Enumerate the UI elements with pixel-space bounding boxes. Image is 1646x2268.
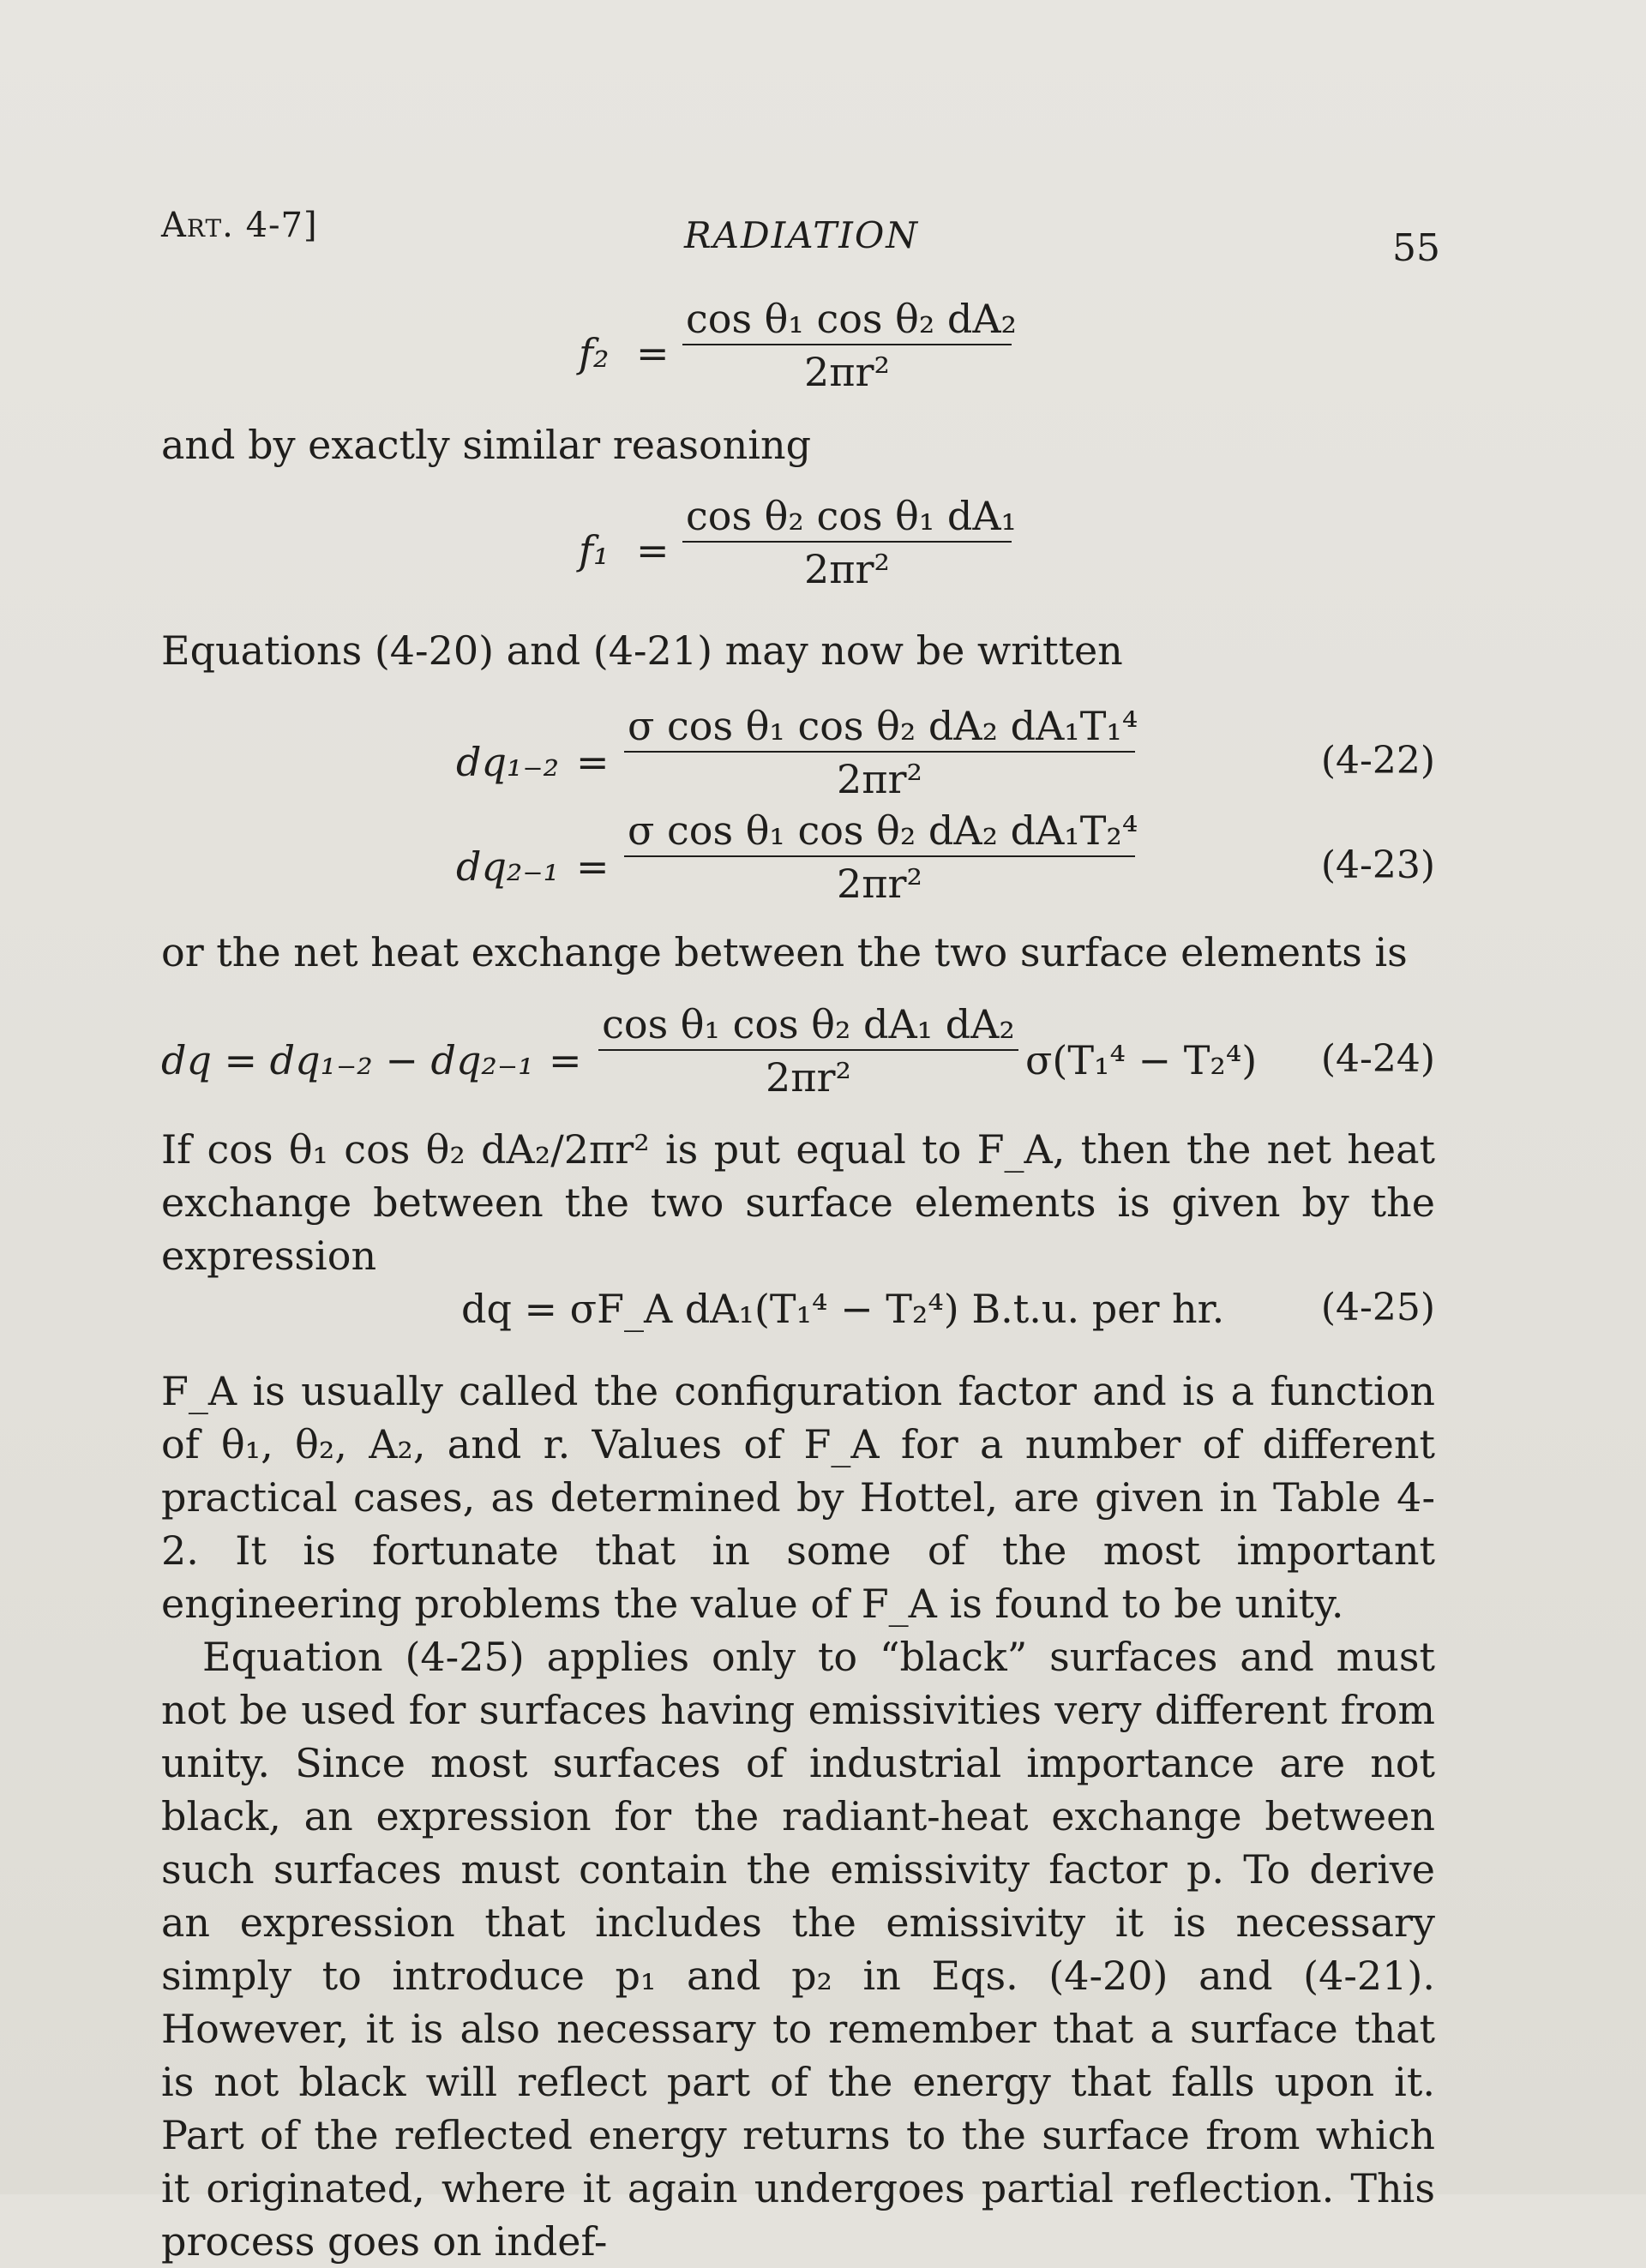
numerator: cos θ₂ cos θ₁ dA₁ — [682, 493, 1012, 543]
equation-lhs: f₂ — [579, 330, 610, 376]
paragraph-2 — [161, 624, 1435, 677]
paragraph-text: Equation (4-25) applies only to “black” surfaces and must not be used for surfaces having emissivities very different from unity. Since most surfaces of industrial importance are not black, an expression for the radiant-heat exchange between such surfaces must contain the emissivity factor p. To derive an expression that includes the emissivity it is necessary simply to introduce p₁ and p₂ in Eqs. (4-20) and (4-21). However, it is also necessary to remember that a surface that is not black will reflect part of the energy that falls upon it. Part of the reflected energy returns to the surface from which it originated, where it again undergoes partial reflection. This process goes on indef- — [161, 1634, 1435, 2265]
chapter-title: RADIATION — [684, 214, 920, 256]
equation-lhs: dq₁₋₂ — [456, 739, 560, 785]
paragraph-4 — [161, 1123, 1435, 1282]
fraction — [624, 703, 1138, 802]
equals-sign: = — [636, 330, 670, 376]
numerator: cos θ₁ cos θ₂ dA₁ dA₂ — [598, 1001, 1018, 1051]
paragraph-text: or the net heat exchange between the two surface elements is — [161, 929, 1408, 975]
equation-tail: σ(T₁⁴ − T₂⁴) — [1025, 1037, 1258, 1083]
equation-number: (4-22) — [1320, 739, 1435, 783]
equals-sign: = — [576, 739, 610, 785]
fraction — [624, 807, 1138, 907]
denominator: 2πr² — [766, 1054, 851, 1101]
paragraph-text: Equations (4-20) and (4-21) may now be written — [161, 627, 1123, 674]
paragraph-5 — [161, 1365, 1435, 1630]
equation-number: (4-23) — [1320, 843, 1435, 887]
denominator: 2πr² — [837, 861, 922, 907]
fraction — [682, 493, 1017, 592]
equals-sign: = — [549, 1037, 582, 1083]
paragraph-text: F_A is usually called the configuration factor and is a function of θ₁, θ₂, A₂, and r. Values of F_A for a number of different practical cases, as determined by Hottel, are given in Table 4-2. It is fortunate that in some of the most important engineering problems the value of F_A is found to be unity. — [161, 1368, 1435, 1627]
equation-f1 — [0, 493, 1646, 596]
page-number: 55 — [1392, 226, 1440, 270]
denominator: 2πr² — [804, 546, 890, 592]
article-label: Art. 4-7] — [161, 206, 318, 245]
numerator: σ cos θ₁ cos θ₂ dA₂ dA₁T₂⁴ — [624, 807, 1135, 857]
denominator: 2πr² — [804, 349, 890, 395]
equals-sign: = — [576, 843, 610, 890]
paragraph-text: and by exactly similar reasoning — [161, 422, 812, 468]
equation-lhs: dq₂₋₁ — [456, 843, 560, 890]
equation-number: (4-24) — [1320, 1037, 1435, 1081]
paragraph-3 — [161, 926, 1435, 979]
equation-f2 — [0, 296, 1646, 399]
paragraph-text: If cos θ₁ cos θ₂ dA₂/2πr² is put equal to F_A, then the net heat exchange between the two surface elements is given by the expression — [161, 1126, 1435, 1279]
equation-lhs: dq = dq₁₋₂ − dq₂₋₁ — [161, 1037, 534, 1083]
paragraph-1 — [161, 418, 1435, 471]
equation-lhs: f₁ — [579, 527, 610, 573]
running-header — [161, 206, 1440, 274]
numerator: cos θ₁ cos θ₂ dA₂ — [682, 296, 1012, 345]
equation-number: (4-25) — [1320, 1286, 1435, 1329]
fraction — [598, 1001, 1018, 1101]
equation-expression: dq = σF_A dA₁(T₁⁴ − T₂⁴) B.t.u. per hr. — [461, 1286, 1225, 1332]
paragraph-6 — [161, 1630, 1435, 2268]
fraction — [682, 296, 1017, 395]
equation-4-23 — [0, 807, 1646, 910]
equation-4-24 — [0, 1001, 1646, 1104]
denominator: 2πr² — [837, 756, 922, 802]
numerator: σ cos θ₁ cos θ₂ dA₂ dA₁T₁⁴ — [624, 703, 1135, 753]
equation-4-22 — [0, 703, 1646, 806]
equals-sign: = — [636, 527, 670, 573]
equation-4-25 — [0, 1286, 1646, 1346]
